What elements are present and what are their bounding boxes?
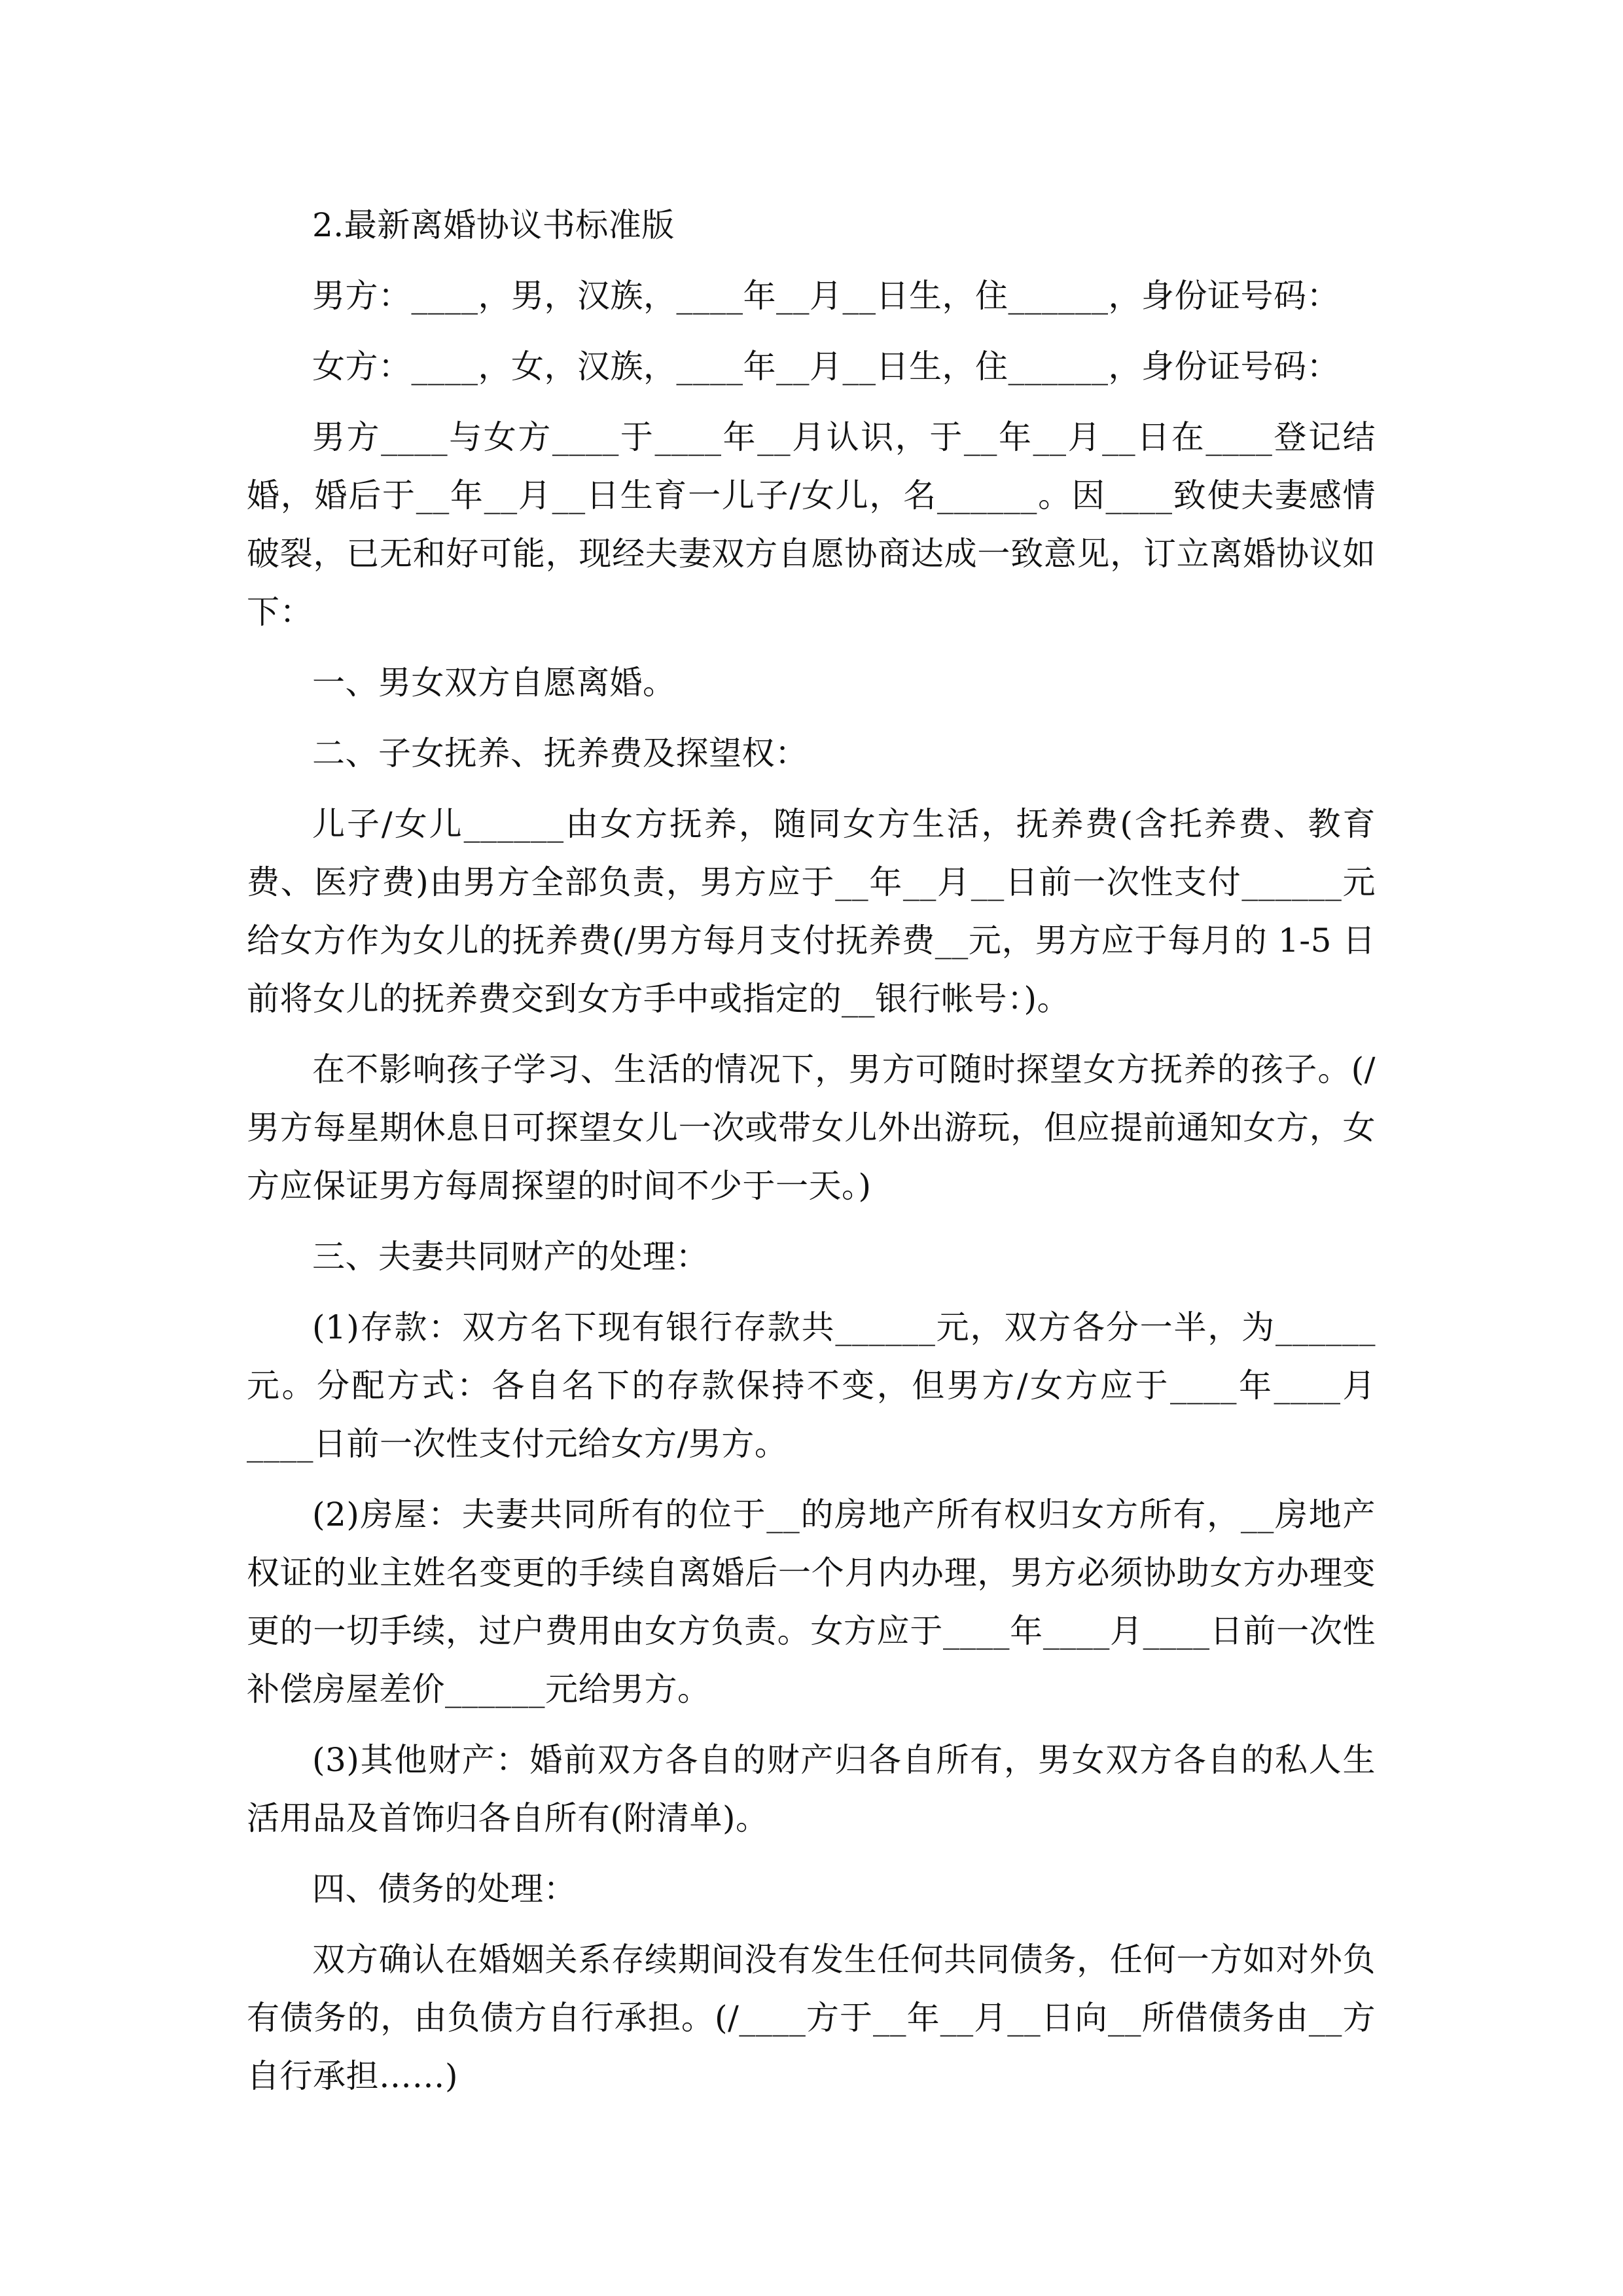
paragraph-child-support: 儿子/女儿______由女方抚养，随同女方生活，抚养费(含托养费、教育费、医疗费)由男方全部负责，男方应于__年__月__日前一次性支付______元给女方作为女儿的抚养费(/男方每月支付抚养费__元，男方应于每月的 1-5 日前将女儿的抚养费交到女方手中或指定的__银行帐号：)。 (247, 805, 1376, 1018)
paragraph-visitation: 在不影响孩子学习、生活的情况下，男方可随时探望女方抚养的孩子。(/男方每星期休息日可探望女儿一次或带女儿外出游玩，但应提前通知女方，女方应保证男方每周探望的时间不少于一天。) (247, 1050, 1376, 1205)
section-heading-child-support: 二、子女抚养、抚养费及探望权： (312, 734, 808, 772)
paragraph-deposits: (1)存款：双方名下现有银行存款共______元，双方各分一半，为______元。分配方式：各自名下的存款保持不变，但男方/女方应于____年____月____日前一次性支付元给女方/男方。 (247, 1308, 1376, 1463)
section-heading-property: 三、夫妻共同财产的处理： (312, 1238, 709, 1276)
paragraph-male-party: 男方：____，男，汉族，____年__月__日生，住______，身份证号码： (312, 277, 1340, 315)
document-body (247, 196, 1376, 2118)
section-heading-debts: 四、债务的处理： (312, 1870, 577, 1908)
paragraph-marriage-background: 男方____与女方____于____年__月认识，于__年__月__日在____登记结婚，婚后于__年__月__日生育一儿子/女儿，名______。因____致使夫妻感情破裂，已无和好可能，现经夫妻双方自愿协商达成一致意见，订立离婚协议如下： (247, 418, 1376, 631)
paragraph-other-property: (3)其他财产：婚前双方各自的财产归各自所有，男女双方各自的私人生活用品及首饰归各自所有(附清单)。 (247, 1741, 1376, 1837)
document-title: 2.最新离婚协议书标准版 (312, 206, 675, 244)
paragraph-debts: 双方确认在婚姻关系存续期间没有发生任何共同债务，任何一方如对外负有债务的，由负债方自行承担。(/____方于__年__月__日向__所借债务由__方自行承担……) (247, 1941, 1376, 2095)
paragraph-house: (2)房屋：夫妻共同所有的位于__的房地产所有权归女方所有，__房地产权证的业主姓名变更的手续自离婚后一个月内办理，男方必须协助女方办理变更的一切手续，过户费用由女方负责。女方应于____年____月____日前一次性补偿房屋差价______元给男方。 (247, 1496, 1376, 1708)
paragraph-female-party: 女方：____，女，汉族，____年__月__日生，住______，身份证号码： (312, 348, 1340, 386)
section-heading-divorce: 一、男女双方自愿离婚。 (312, 664, 676, 702)
